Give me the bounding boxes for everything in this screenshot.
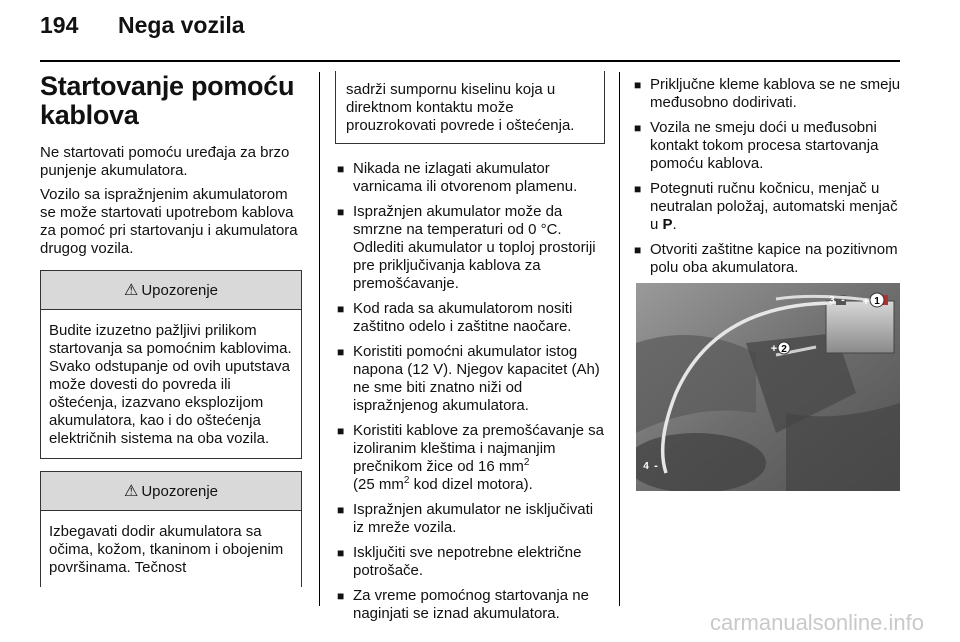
bullet-list bbox=[632, 76, 902, 277]
warning-box-continued bbox=[335, 71, 605, 144]
list-item: ■ Nikada ne izlagati akumulator varnicama ili otvorenom plamenu. bbox=[337, 160, 578, 195]
warning-text: Budite izuzetno pažljivi prilikom startovanja sa pomoćnim kablovima. Svako odstupanje od ovih uputstava može dovesti do povreda ili oštećenja, izazvano eksplozijom akumulatora, kao i do oštećenja električnih sistema na oba vozila. bbox=[49, 322, 292, 447]
section-title: Startovanje pomoću kablova bbox=[40, 71, 295, 130]
warning-triangle-icon: ⚠ bbox=[123, 282, 139, 299]
list-item: ■ Ispražnjen akumulator ne isključivati iz mreže vozila. bbox=[337, 501, 594, 536]
column-1 bbox=[40, 72, 302, 587]
bullet-square-icon: ■ bbox=[337, 302, 345, 316]
battery bbox=[826, 301, 894, 353]
page-number: 194 bbox=[40, 12, 79, 38]
bullet-square-icon: ■ bbox=[337, 162, 345, 176]
bullet-square-icon: ■ bbox=[634, 243, 642, 257]
bullet-square-icon: ■ bbox=[337, 205, 345, 219]
battery-cable-photo bbox=[636, 283, 900, 491]
label-3: 3 bbox=[829, 295, 835, 306]
list-item: ■ Kod rada sa akumulatorom nositi zaštitno odelo i zaštitne naočare. bbox=[337, 300, 573, 335]
label-4: 4 bbox=[643, 461, 649, 472]
list-item: ■ Koristiti kablove za premošćavanje sa izoliranim kleštima i najmanjim prečnikom žice od 16 $mm^2$ (25 $mm^2$ kod dizel motora). bbox=[337, 422, 604, 493]
list-item: ■ Potegnuti ručnu kočnicu, menjač u neutralan položaj, automatski menjač u P. bbox=[634, 180, 898, 233]
label-2: 2 bbox=[781, 344, 787, 355]
header-rule bbox=[40, 60, 900, 62]
warning-triangle-icon: ⚠ bbox=[123, 483, 139, 500]
bullet-square-icon: ■ bbox=[634, 121, 642, 135]
paragraph: Vozilo sa ispražnjenim akumulatorom se može startovati upotrebom kablova za pomoć pri startovanju i akumulatora drugog vozila. bbox=[40, 186, 298, 257]
bullet-square-icon: ■ bbox=[337, 424, 345, 438]
column-2 bbox=[335, 72, 605, 630]
column-3 bbox=[632, 72, 902, 284]
minus-sign-icon: - bbox=[654, 460, 658, 472]
paragraph: Ne startovati pomoću uređaja za brzo punjenje akumulatora. bbox=[40, 144, 290, 179]
label-1: 1 bbox=[874, 296, 880, 307]
list-item: ■ Priključne kleme kablova se ne smeju međusobno dodirivati. bbox=[634, 76, 901, 111]
list-item: ■ Koristiti pomoćni akumulator istog napona (12 V). Njegov kapacitet (Ah) ne sme biti znatno niži od ispražnjenog akumulatora. bbox=[337, 343, 600, 414]
watermark: carmanualsonline.info bbox=[709, 610, 924, 635]
warning-header bbox=[41, 472, 301, 511]
list-item: ■ Otvoriti zaštitne kapice na pozitivnom polu oba akumulatora. bbox=[634, 241, 898, 276]
column-divider bbox=[319, 72, 320, 606]
chapter-title: Nega vozila bbox=[118, 12, 245, 38]
minus-sign-icon: - bbox=[841, 294, 845, 306]
bullet-square-icon: ■ bbox=[337, 589, 345, 603]
list-item: ■ Ispražnjen akumulator može da smrzne na temperaturi od 0 °C. Odlediti akumulator u toploj prostoriji pre priključivanja kablova za premošćavanje. bbox=[337, 203, 596, 292]
column-divider bbox=[619, 72, 620, 606]
bullet-square-icon: ■ bbox=[337, 546, 345, 560]
bullet-square-icon: ■ bbox=[337, 345, 345, 359]
warning-text: sadrži sumpornu kiselinu koja u direktnom kontaktu može prouzrokovati povrede i oštećenja. bbox=[346, 81, 575, 134]
bullet-square-icon: ■ bbox=[337, 503, 345, 517]
engine-bay-illustration bbox=[636, 283, 900, 491]
warning-box bbox=[40, 471, 302, 587]
plus-sign-icon: + bbox=[862, 296, 870, 308]
bullet-list bbox=[335, 160, 605, 623]
warning-text: Izbegavati dodir akumulatora sa očima, kožom, tkaninom i obojenim površinama. Tečnost bbox=[49, 523, 284, 576]
plus-sign-icon: + bbox=[770, 343, 778, 355]
warning-heading: Upozorenje bbox=[141, 482, 219, 500]
warning-heading: Upozorenje bbox=[141, 281, 219, 299]
warning-header bbox=[41, 271, 301, 310]
list-item: ■ Isključiti sve nepotrebne električne potrošače. bbox=[337, 544, 582, 579]
bullet-square-icon: ■ bbox=[634, 78, 642, 92]
page-header bbox=[40, 0, 900, 60]
list-item: ■ Vozila ne smeju doći u međusobni kontakt tokom procesa startovanja pomoću kablova. bbox=[634, 119, 879, 172]
warning-box bbox=[40, 270, 302, 459]
list-item: ■ Za vreme pomoćnog startovanja ne naginjati se iznad akumulatora. bbox=[337, 587, 589, 622]
bullet-square-icon: ■ bbox=[634, 182, 642, 196]
engine-part bbox=[786, 403, 900, 491]
